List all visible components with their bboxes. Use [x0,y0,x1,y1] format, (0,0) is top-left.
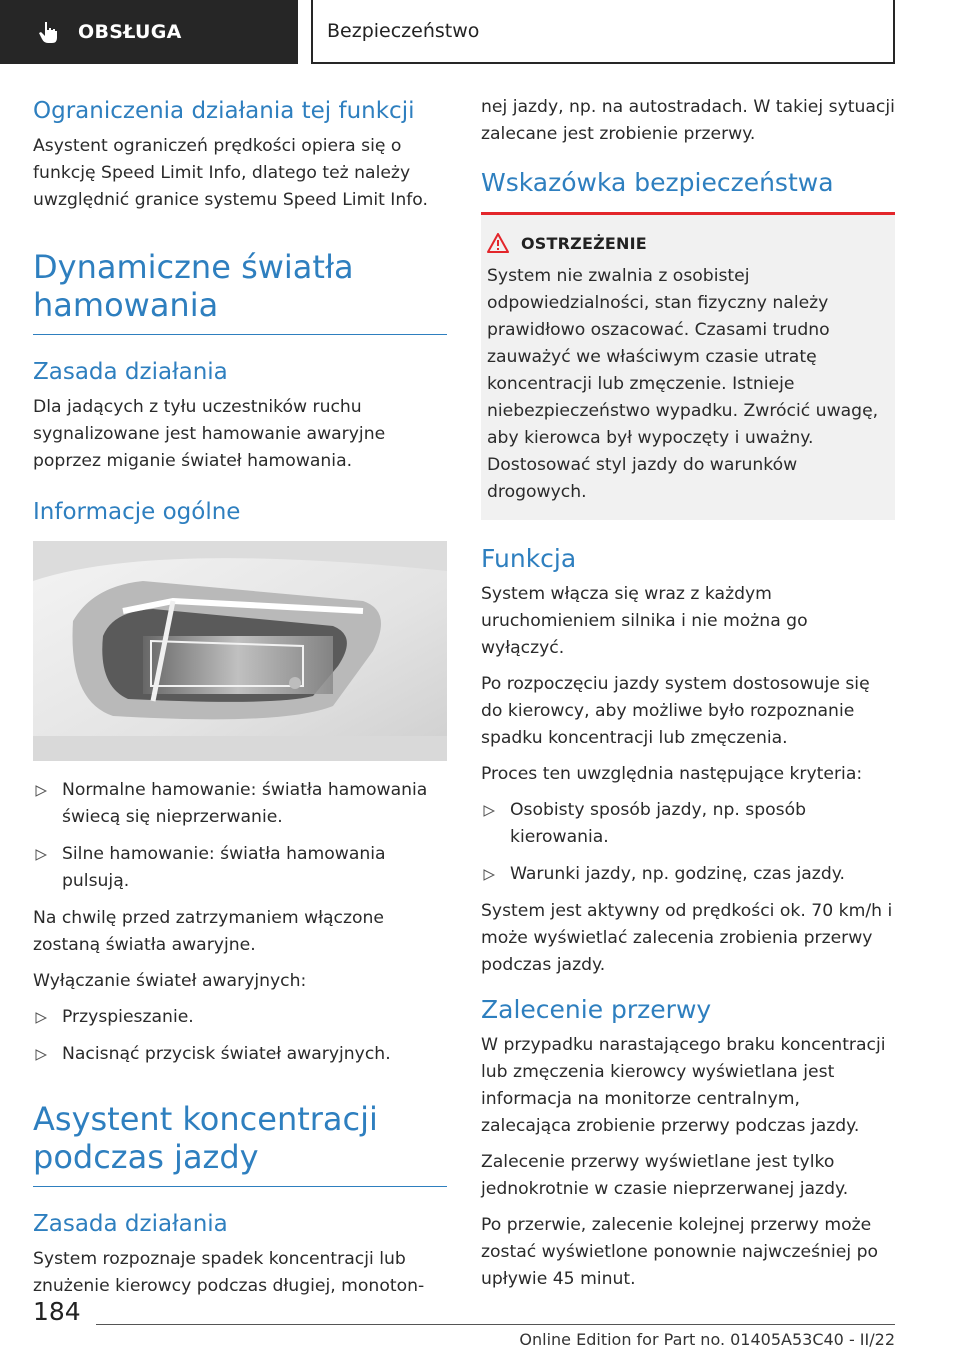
limits-text: Asystent ograniczeń prędkości opiera się o funkcję Speed Limit Info, dlatego też należy uwzględnić granice systemu Speed Limit Info. [33,136,428,210]
list-item: Normalne hamowanie: światła hamowania świecą się nieprzerwanie. [33,777,447,831]
tail-light-image [33,541,447,761]
warning-label: OSTRZEŻENIE [521,233,647,253]
page-number: 184 [33,1297,81,1326]
general-info-heading: Informacje ogólne [33,499,241,525]
hazard-off-list [33,1004,447,1068]
triangle-bullet-icon [35,1012,47,1024]
triangle-bullet-icon [35,785,47,797]
criteria-list [481,797,895,888]
continuation-text: nej jazdy, np. na autostradach. W takiej sytuacji zalecane jest zrobienie przerwy. [481,97,895,144]
safety-note-heading: Wskazówka bezpieczeństwa [481,168,834,197]
break-text-2: Zalecenie przerwy wyświetlane jest tylko jednokrotnie w czasie nieprzerwanej jazdy. [481,1152,849,1199]
list-item: Nacisnąć przycisk świateł awaryjnych. [33,1041,447,1068]
limits-heading: Ograniczenia działania tej funkcji [33,98,415,124]
triangle-bullet-icon [35,1049,47,1061]
brake-lights-heading: Dynamiczne światła hamowania [33,248,447,335]
warning-triangle-icon [487,233,509,253]
break-recommendation-heading: Zalecenie przerwy [481,995,712,1024]
list-item: Osobisty sposób jazdy, np. sposób kierowania. [481,797,895,851]
triangle-bullet-icon [35,849,47,861]
list-item: Silne hamowanie: światła hamowania pulsują. [33,841,447,895]
hazard-text: Na chwilę przed zatrzymaniem włączone zostaną światła awaryjne. [33,908,384,955]
warning-header [487,233,887,253]
list-item: Warunki jazdy, np. godzinę, czas jazdy. [481,861,895,888]
section-title: OBSŁUGA [78,21,182,43]
triangle-bullet-icon [483,869,495,881]
edition-text: Online Edition for Part no. 01405A53C40 - II/22 [519,1330,895,1349]
header-subsection [311,0,895,64]
function-text-2: Po rozpoczęciu jazdy system dostosowuje się do kierowcy, aby możliwe było rozpoznanie spadku koncentracji lub zmęczenia. [481,674,870,748]
hazard-off-text: Wyłączanie świateł awaryjnych: [33,971,307,991]
attention-principle-text: System rozpoznaje spadek koncentracji lub znużenie kierowcy podczas długiej, monoton- [33,1249,425,1296]
function-heading: Funkcja [481,544,577,573]
right-column [481,94,895,1302]
break-text-1: W przypadku narastającego braku koncentracji lub zmęczenia kierowcy wyświetlana jest informacja na monitorze centralnym, zalecająca zrobienie przerwy podczas jazdy. [481,1035,886,1136]
warning-text: System nie zwalnia z osobistej odpowiedzialności, stan fizyczny należy prawidłowo oszacować. Czasami trudno zauważyć we właściwym czasie utratę koncentracji lub zmęczenie. Istnieje niebezpieczeństwo wypadku. Zwrócić uwagę, aby kierowca był wypoczęty i uważny. Dostosować styl jazdy do warunków drogowych. [487,266,879,502]
brake-mode-list [33,777,447,895]
break-text-3: Po przerwie, zalecenie kolejnej przerwy może zostać wyświetlone ponownie najwcześniej po upływie 45 minut. [481,1215,878,1289]
brake-principle-text: Dla jadących z tyłu uczestników ruchu sygnalizowane jest hamowanie awaryjne poprzez miganie świateł hamowania. [33,397,386,471]
subsection-title: Bezpieczeństwo [327,20,480,42]
attention-assistant-heading: Asystent koncentracji podczas jazdy [33,1100,447,1187]
header-section-tab [0,0,298,64]
triangle-bullet-icon [483,805,495,817]
footer-divider [96,1324,895,1325]
list-item: Przyspieszanie. [33,1004,447,1031]
function-text-1: System włącza się wraz z każdym uruchomieniem silnika i nie można go wyłączyć. [481,584,808,658]
attention-principle-heading: Zasada działania [33,1211,228,1237]
function-text-3: Proces ten uwzględnia następujące kryteria: [481,764,863,784]
left-column [33,96,447,1309]
hand-pointer-icon [36,19,62,45]
brake-principle-heading: Zasada działania [33,359,228,385]
warning-box [481,212,895,520]
function-text-4: System jest aktywny od prędkości ok. 70 km/h i może wyświetlać zalecenia zrobienia przerwy podczas jazdy. [481,901,893,975]
